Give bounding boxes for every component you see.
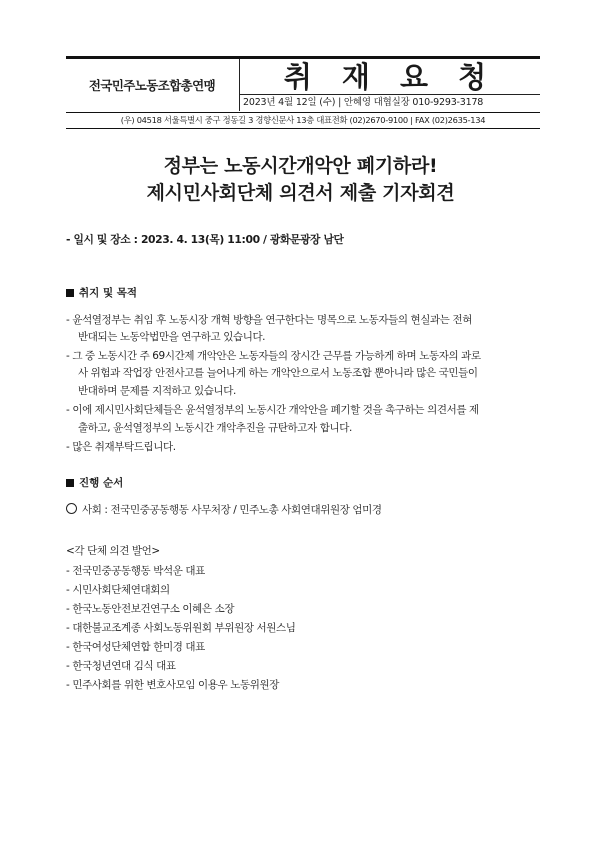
order-heading-label: 진행 순서 xyxy=(79,477,124,489)
square-bullet-icon xyxy=(66,479,74,487)
speaker-item: - 전국민중공동행동 박석운 대표 xyxy=(66,565,205,577)
speaker-item: - 대한불교조계종 사회노동위원회 부위원장 서원스님 xyxy=(66,622,296,634)
purpose-line: - 그 중 노동시간 주 69시간제 개악안은 노동자들의 장시간 근무를 가능하게 하며 노동자의 과로 xyxy=(66,350,481,362)
header-address: (우) 04518 서울특별시 중구 정동길 3 경향신문사 13층 대표전화 (02)2670-9100 | FAX (02)2635-134 xyxy=(120,115,486,125)
purpose-line: 사 위험과 작업장 안전사고를 늘어나게 하는 개악안으로서 노동조합 뿐아니라 많은 국민들이 xyxy=(78,367,478,379)
host-line xyxy=(66,503,382,517)
speaker-item: - 한국노동안전보건연구소 이혜은 소장 xyxy=(66,603,235,615)
headline-line-1: 정부는 노동시간개악안 폐기하라! xyxy=(163,155,438,177)
purpose-heading-label: 취지 및 목적 xyxy=(79,287,138,299)
header-date-contact: 2023년 4월 12일 (수) | 안혜영 대협실장 010-9293-3178 xyxy=(243,97,484,108)
purpose-line: - 윤석열정부는 취임 후 노동시장 개혁 방향을 연구한다는 명목으로 노동자들의 현실과는 전혀 xyxy=(66,314,472,326)
order-heading xyxy=(66,476,123,490)
host-text: 사회 : 전국민중공동행동 사무처장 / 민주노총 사회연대위원장 엄미경 xyxy=(82,504,382,516)
purpose-line: - 많은 취재부탁드립니다. xyxy=(66,441,176,453)
purpose-line: - 이에 제시민사회단체들은 윤석열정부의 노동시간 개악안을 폐기할 것을 촉구하는 의견서를 제 xyxy=(66,404,479,416)
purpose-line: 반대하며 문제를 지적하고 있습니다. xyxy=(78,385,236,397)
speaker-item: - 민주사회를 위한 변호사모임 이용우 노동위원장 xyxy=(66,679,279,691)
header-bottom-rule xyxy=(66,128,540,129)
purpose-line: 반대되는 노동악법만을 연구하고 있습니다. xyxy=(78,331,266,343)
speeches-heading: <각 단체 의견 발언> xyxy=(66,545,160,557)
square-bullet-icon xyxy=(66,289,74,297)
headline-line-2: 제시민사회단체 의견서 제출 기자회견 xyxy=(146,182,455,204)
header-org-name: 전국민주노동조합총연맹 xyxy=(88,78,216,93)
purpose-heading xyxy=(66,286,137,300)
speaker-item: - 시민사회단체연대회의 xyxy=(66,584,170,596)
speaker-item: - 한국여성단체연합 한미경 대표 xyxy=(66,641,205,653)
speaker-item: - 한국청년연대 김식 대표 xyxy=(66,660,176,672)
date-location: - 일시 및 장소 : 2023. 4. 13(목) 11:00 / 광화문광장 남단 xyxy=(66,233,344,246)
circle-bullet-icon xyxy=(66,503,77,514)
header-title: 취 재 요 청 xyxy=(283,59,497,94)
purpose-line: 출하고, 윤석열정부의 노동시간 개악추진을 규탄하고자 합니다. xyxy=(78,422,352,434)
